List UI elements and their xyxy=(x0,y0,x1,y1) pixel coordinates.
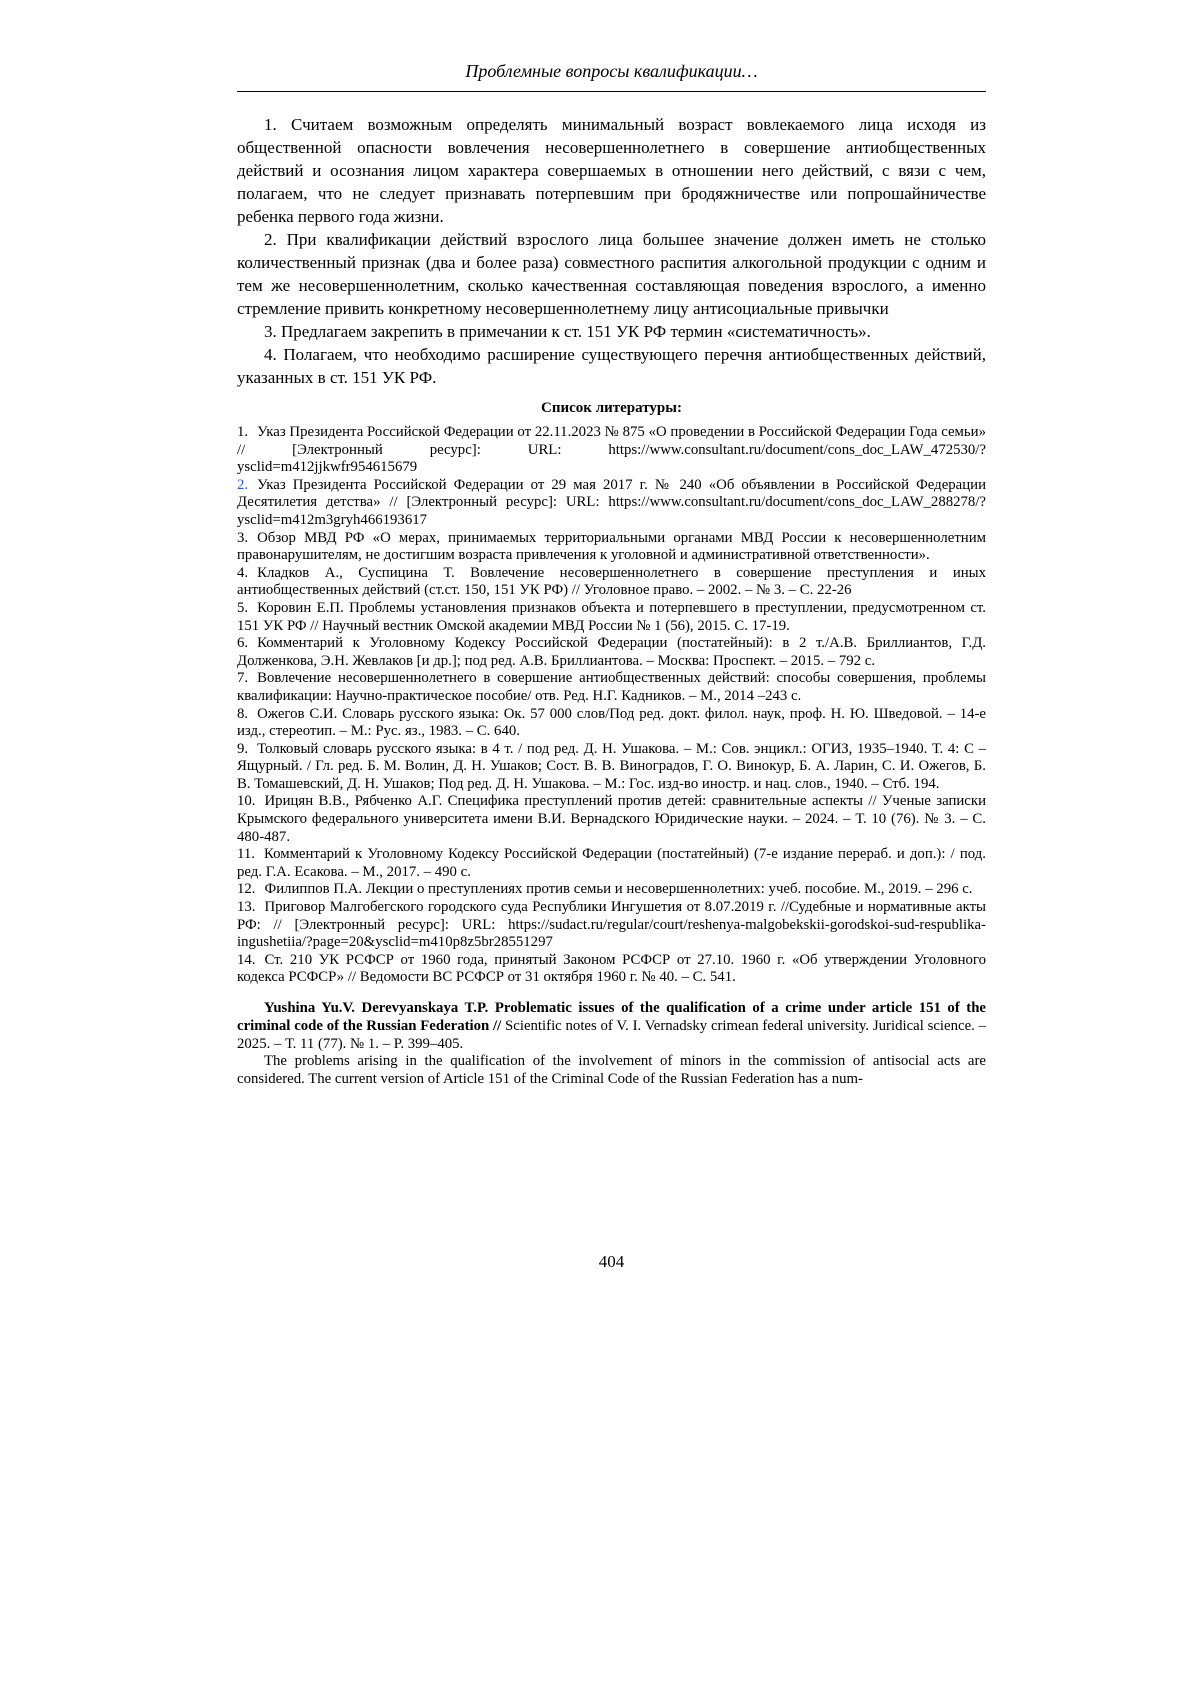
reference-item xyxy=(237,881,986,899)
reference-number: 3. xyxy=(237,529,249,546)
references-list xyxy=(237,424,986,987)
reference-text: Указ Президента Российской Федерации от 22.11.2023 № 875 «О проведении в Российской Федерации Года семьи» // [Электронный ресурс]: URL: https://www.consultant.ru/document/cons_doc_LAW_472530/?ysclid=m412jjkwfr954615679 xyxy=(237,424,986,476)
reference-item xyxy=(237,670,986,705)
reference-item xyxy=(237,600,986,635)
reference-item xyxy=(237,952,986,987)
conclusions-section xyxy=(237,113,986,389)
reference-text: Вовлечение несовершеннолетнего в совершение антиобщественных действий: способы совершения, проблемы квалификации: Научно-практическое пособие/ отв. Ред. Н.Г. Кадников. – М., 2014 –243 с. xyxy=(237,670,986,704)
reference-text: Комментарий к Уголовному Кодексу Российской Федерации (постатейный): в 2 т./А.В. Бриллиантов, Г.Д. Долженкова, Э.Н. Жевлаков [и др.]; под ред. А.В. Бриллиантова. – Москва: Проспект. – 2015. – 792 с. xyxy=(237,635,986,669)
reference-item xyxy=(237,899,986,952)
page-content xyxy=(237,60,986,1089)
reference-text: Ст. 210 УК РСФСР от 1960 года, принятый Законом РСФСР от 27.10. 1960 г. «Об утверждении Уголовного кодекса РСФСР» // Ведомости ВС РСФСР от 31 октября 1960 г. № 40. – С. 541. xyxy=(237,951,986,986)
reference-item xyxy=(237,635,986,670)
reference-item xyxy=(237,741,986,794)
reference-item xyxy=(237,565,986,600)
reference-number: 1. xyxy=(237,424,249,440)
reference-text: Толковый словарь русского языка: в 4 т. / под ред. Д. Н. Ушакова. – М.: Сов. энцикл.: ОГИЗ, 1935–1940. Т. 4: С – Ящурный. / Гл. ред. Б. М. Волин, Д. Н. Ушаков; Сост. В. В. Виноградов, Г. О. Винокур, Б. А. Ларин, С. И. Ожегов, Б. В. Томашевский, Д. Н. Ушаков; Под ред. Д. Н. Ушакова. – М.: Гос. изд-во иностр. и нац. слов., 1940. – Стб. 194. xyxy=(237,740,986,792)
conclusion-paragraph: 1. Считаем возможным определять минимальный возраст вовлекаемого лица исходя из общественной опасности вовлечения несовершеннолетнего в совершение антиобщественных действий и осознания лицом характера совершаемых в отношении него действий, с вязи с чем, полагаем, что не следует признавать потерпевшим при бродяжничестве или попрошайничестве ребенка первого года жизни. xyxy=(237,115,986,226)
conclusion-paragraph: 3. Предлагаем закрепить в примечании к ст. 151 УК РФ термин «систематичность». xyxy=(264,322,871,341)
header-rule xyxy=(237,91,986,92)
reference-item xyxy=(237,530,986,565)
reference-number: 6. xyxy=(237,635,249,652)
running-head: Проблемные вопросы квалификации… xyxy=(465,61,758,81)
reference-number: 13. xyxy=(237,899,256,916)
reference-item xyxy=(237,424,986,477)
reference-item xyxy=(237,793,986,846)
reference-number: 8. xyxy=(237,705,249,722)
conclusion-paragraph: 4. Полагаем, что необходимо расширение существующего перечня антиобщественных действий, указанных в ст. 151 УК РФ. xyxy=(237,345,986,387)
reference-number: 12. xyxy=(237,881,256,898)
reference-text: Указ Президента Российской Федерации от 29 мая 2017 г. № 240 «Об объявлении в Российской Федерации Десятилетия детства» // [Электронный ресурс]: URL: https://www.consultant.ru/document/cons_doc_LAW_288278/?ysclid=m412m3gryh466193617 xyxy=(237,476,986,528)
reference-item xyxy=(237,846,986,881)
reference-number: 7. xyxy=(237,670,249,687)
reference-item xyxy=(237,477,986,530)
reference-number: 9. xyxy=(237,740,249,757)
reference-text: Ирицян В.В., Рябченко А.Г. Специфика преступлений против детей: сравнительные аспекты // Ученые записки Крымского федерального университета имени В.И. Вернадского Юридические науки. – 2024. – Т. 10 (76). № 3. – С. 480-487. xyxy=(237,793,986,845)
reference-text: Коровин Е.П. Проблемы установления признаков объекта и потерпевшего в преступлении, предусмотренном ст. 151 УК РФ // Научный вестник Омской академии МВД России № 1 (56), 2015. С. 17-19. xyxy=(237,599,986,634)
reference-number: 10. xyxy=(237,793,256,810)
citation-authors-title: Yushina Yu.V. Derevyanskaya T.P. Problematic issues of the qualification of a crime under article 151 of the criminal code of the Russian Federation // xyxy=(237,1000,986,1034)
reference-number: 4. xyxy=(237,564,249,581)
citation-source: Scientific notes of V. I. Vernadsky crimean federal university. Juridical science. – 2025. – Т. 11 (77). № 1. – P. 399–405. xyxy=(237,1017,986,1052)
reference-text: Обзор МВД РФ «О мерах, принимаемых территориальными органами МВД России к несовершеннолетним правонарушителям, не достигшим возраста привлечения к уголовной и административной ответственности». xyxy=(237,529,986,564)
conclusion-paragraph: 2. При квалификации действий взрослого лица большее значение должен иметь не столько количественный признак (два и более раза) совместного распития алкогольной продукции с одним и тем же несовершеннолетним, сколько качественная составляющая поведения взрослого, а именно стремление привить конкретному несовершеннолетнему лицу антисоциальные привычки xyxy=(237,230,986,318)
page-number: 404 xyxy=(598,1252,625,1271)
reference-number-link[interactable]: 2. xyxy=(237,476,249,493)
references-title: Список литературы: xyxy=(541,400,682,416)
reference-text: Комментарий к Уголовному Кодексу Российской Федерации (постатейный) (7-е издание перераб. и доп.): / под. ред. Г.А. Есакова. – М., 2017. – 490 с. xyxy=(237,846,986,880)
reference-number: 5. xyxy=(237,599,249,616)
reference-number: 11. xyxy=(237,846,255,863)
english-citation-section xyxy=(237,1000,986,1089)
reference-text: Кладков А., Суспицина Т. Вовлечение несовершеннолетнего в совершение преступления и иных антиобщественных действий (ст.ст. 150, 151 УК РФ) // Уголовное право. – 2002. – № 3. – С. 22-26 xyxy=(237,564,986,599)
citation-paragraph xyxy=(237,1000,986,1053)
reference-text: Приговор Малгобегского городского суда Республики Ингушетия от 8.07.2019 г. //Судебные и нормативные акты РФ: // [Электронный ресурс]: URL: https://sudact.ru/regular/court/reshenya-malgobekskii-gorodskoi-sud-respublika-ingushetiia/?page=20&ysclid=m410p8z5br28551297 xyxy=(237,899,986,951)
reference-item xyxy=(237,706,986,741)
reference-text: Ожегов С.И. Словарь русского языка: Ок. 57 000 слов/Под ред. докт. филол. наук, проф. Н. Ю. Шведовой. – 14-е изд., стереотип. – М.: Рус. яз., 1983. – С. 640. xyxy=(237,705,986,740)
abstract-paragraph: The problems arising in the qualification of the involvement of minors in the commission of antisocial acts are considered. The current version of Article 151 of the Criminal Code of the Russian Federation has a num- xyxy=(237,1053,986,1088)
reference-text: Филиппов П.А. Лекции о преступлениях против семьи и несовершеннолетних: учеб. пособие. М., 2019. – 296 с. xyxy=(264,881,973,898)
reference-number: 14. xyxy=(237,951,256,968)
